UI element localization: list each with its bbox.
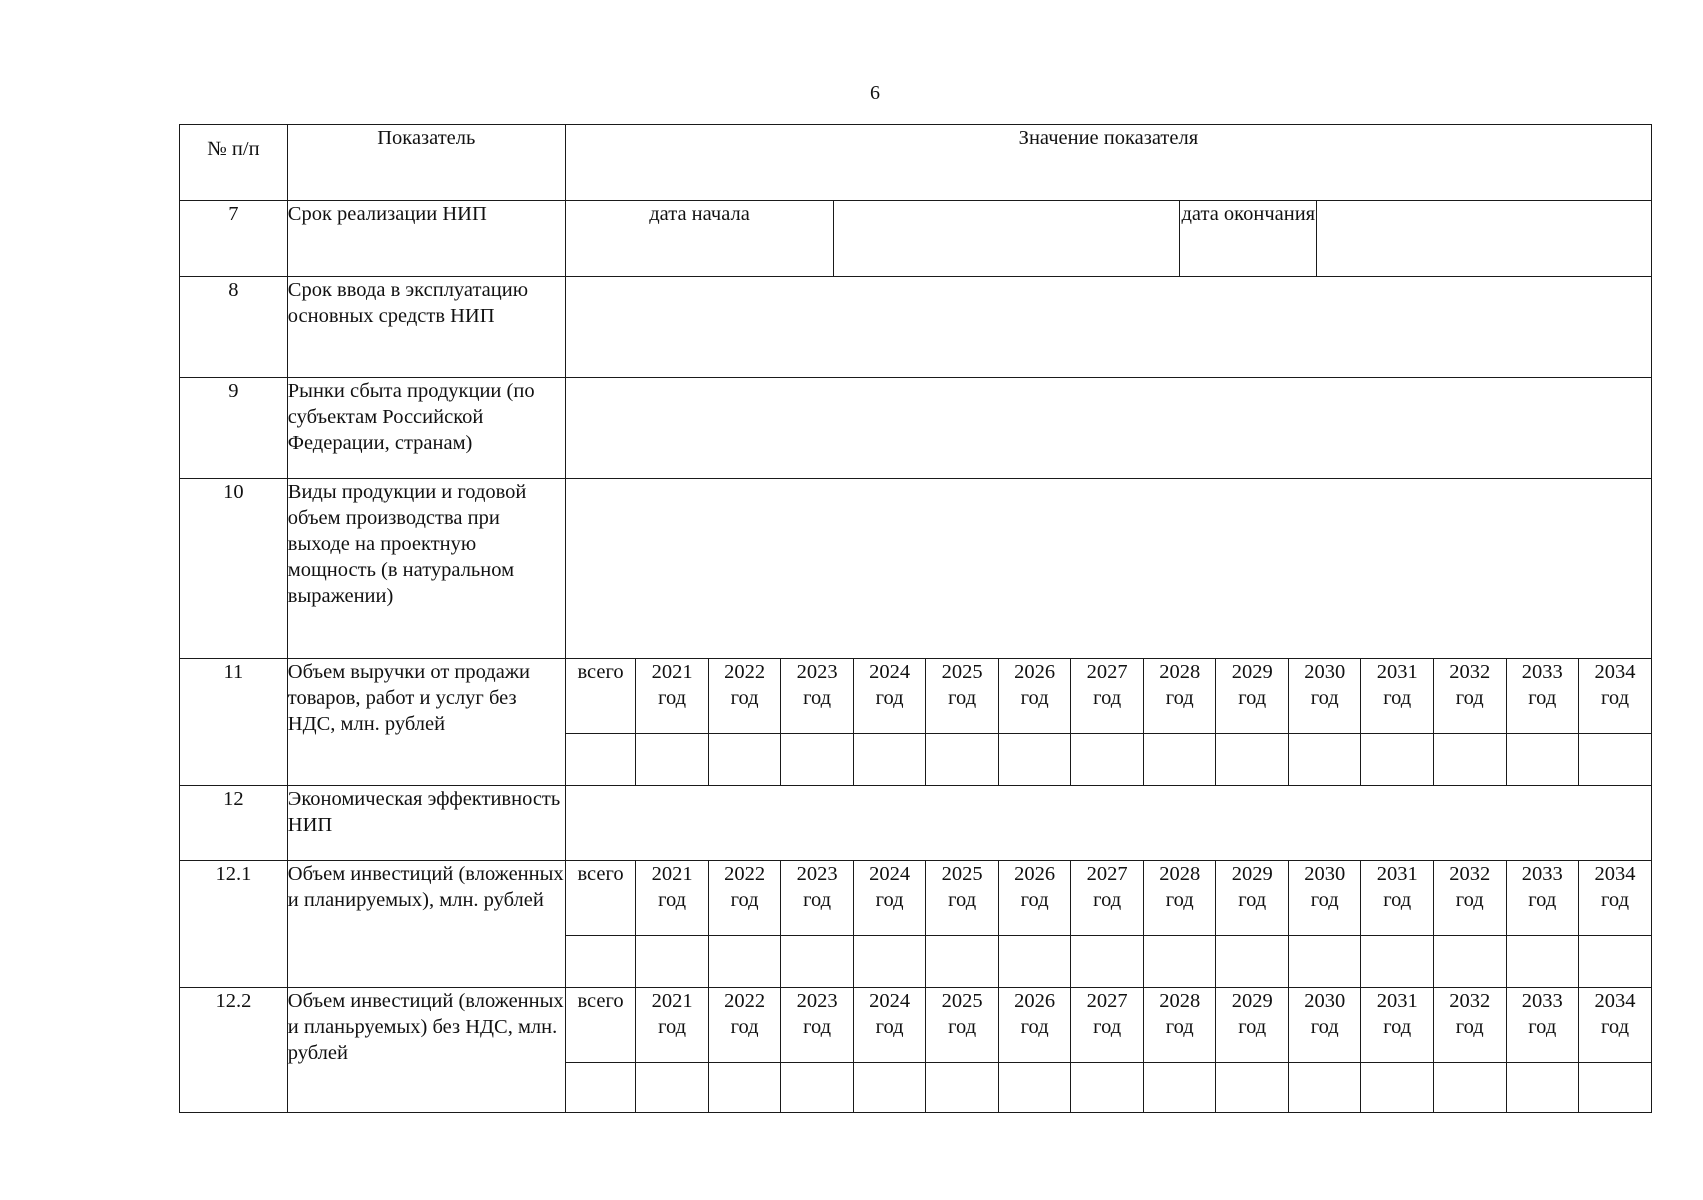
value-cell[interactable] xyxy=(781,1063,854,1113)
value-cell[interactable] xyxy=(1579,936,1652,988)
value-cell[interactable] xyxy=(565,936,636,988)
year-header: 2033 год xyxy=(1506,988,1579,1063)
term-subtable xyxy=(566,201,1651,276)
table-row xyxy=(180,786,1652,861)
year-header: 2024 год xyxy=(853,988,926,1063)
value-cell[interactable] xyxy=(853,936,926,988)
table-row xyxy=(180,861,1652,936)
value-cell[interactable] xyxy=(708,734,781,786)
value-cell[interactable] xyxy=(1506,1063,1579,1113)
value-cell[interactable] xyxy=(1506,936,1579,988)
header-value: Значение показателя xyxy=(565,125,1651,201)
year-header: 2030 год xyxy=(1288,659,1361,734)
table-row xyxy=(180,659,1652,734)
indicator-table xyxy=(179,124,1652,1113)
value-cell[interactable] xyxy=(1434,1063,1507,1113)
value-cell[interactable] xyxy=(1071,936,1144,988)
value-cell[interactable] xyxy=(926,936,999,988)
year-header: 2027 год xyxy=(1071,861,1144,936)
row-label: Объем выручки от продажи товаров, работ и услуг без НДС, млн. рублей xyxy=(287,659,565,786)
total-header: всего xyxy=(565,861,636,936)
year-header: 2023 год xyxy=(781,861,854,936)
value-cell[interactable] xyxy=(708,936,781,988)
year-header: 2021 год xyxy=(636,659,709,734)
year-header: 2029 год xyxy=(1216,659,1289,734)
value-cell[interactable] xyxy=(565,1063,636,1113)
value-cell[interactable] xyxy=(781,734,854,786)
value-cell[interactable] xyxy=(565,786,1651,861)
row-number: 12.1 xyxy=(180,861,288,988)
value-cell[interactable] xyxy=(636,1063,709,1113)
year-header: 2021 год xyxy=(636,988,709,1063)
year-header: 2034 год xyxy=(1579,861,1652,936)
end-date-label: дата окончания xyxy=(1180,201,1317,276)
row-label: Объем инвестиций (вложенных и планируемых), млн. рублей xyxy=(287,861,565,988)
value-cell[interactable] xyxy=(708,1063,781,1113)
end-date-value[interactable] xyxy=(1317,201,1651,276)
row-number: 11 xyxy=(180,659,288,786)
year-header: 2025 год xyxy=(926,861,999,936)
value-cell[interactable] xyxy=(1143,734,1216,786)
row-label: Объем инвестиций (вложенных и планьруемых) без НДС, млн. рублей xyxy=(287,988,565,1113)
header-indicator: Показатель xyxy=(287,125,565,201)
table-row xyxy=(180,277,1652,378)
value-cell[interactable] xyxy=(1288,936,1361,988)
year-header: 2025 год xyxy=(926,659,999,734)
value-cell[interactable] xyxy=(1288,1063,1361,1113)
row-label: Экономическая эффективность НИП xyxy=(287,786,565,861)
value-cell[interactable] xyxy=(565,479,1651,659)
value-cell[interactable] xyxy=(1361,734,1434,786)
value-cell[interactable] xyxy=(1071,1063,1144,1113)
year-header: 2029 год xyxy=(1216,988,1289,1063)
value-cell[interactable] xyxy=(1216,936,1289,988)
start-date-label: дата начала xyxy=(566,201,834,276)
total-header: всего xyxy=(565,988,636,1063)
value-cell[interactable] xyxy=(1361,936,1434,988)
value-cell[interactable] xyxy=(1506,734,1579,786)
value-cell[interactable] xyxy=(565,378,1651,479)
table-header-row xyxy=(180,125,1652,201)
table-row xyxy=(180,479,1652,659)
year-header: 2033 год xyxy=(1506,861,1579,936)
year-header: 2022 год xyxy=(708,861,781,936)
value-cell[interactable] xyxy=(1143,1063,1216,1113)
year-header: 2023 год xyxy=(781,988,854,1063)
term-cell xyxy=(565,201,1651,277)
value-cell[interactable] xyxy=(926,1063,999,1113)
year-header: 2033 год xyxy=(1506,659,1579,734)
row-number: 10 xyxy=(180,479,288,659)
table-row xyxy=(180,988,1652,1063)
value-cell[interactable] xyxy=(636,734,709,786)
year-header: 2031 год xyxy=(1361,659,1434,734)
value-cell[interactable] xyxy=(1216,1063,1289,1113)
value-cell[interactable] xyxy=(1216,734,1289,786)
year-header: 2026 год xyxy=(998,861,1071,936)
year-header: 2022 год xyxy=(708,659,781,734)
value-cell[interactable] xyxy=(1579,734,1652,786)
year-header: 2026 год xyxy=(998,659,1071,734)
year-header: 2025 год xyxy=(926,988,999,1063)
year-header: 2034 год xyxy=(1579,659,1652,734)
value-cell[interactable] xyxy=(926,734,999,786)
row-label: Виды продукции и годовой объем производства при выходе на проектную мощность (в натуральном выражении) xyxy=(287,479,565,659)
row-label: Рынки сбыта продукции (по субъектам Российской Федерации, странам) xyxy=(287,378,565,479)
year-header: 2028 год xyxy=(1143,861,1216,936)
row-label: Срок реализации НИП xyxy=(287,201,565,277)
value-cell[interactable] xyxy=(998,1063,1071,1113)
year-header: 2031 год xyxy=(1361,861,1434,936)
table-row xyxy=(180,378,1652,479)
row-number: 9 xyxy=(180,378,288,479)
year-header: 2023 год xyxy=(781,659,854,734)
year-header: 2032 год xyxy=(1434,861,1507,936)
year-header: 2021 год xyxy=(636,861,709,936)
year-header: 2034 год xyxy=(1579,988,1652,1063)
value-cell[interactable] xyxy=(853,1063,926,1113)
header-number: № п/п xyxy=(180,125,288,201)
year-header: 2026 год xyxy=(998,988,1071,1063)
year-header: 2028 год xyxy=(1143,988,1216,1063)
year-header: 2031 год xyxy=(1361,988,1434,1063)
value-cell[interactable] xyxy=(1361,1063,1434,1113)
value-cell[interactable] xyxy=(1579,1063,1652,1113)
row-number: 12.2 xyxy=(180,988,288,1113)
value-cell[interactable] xyxy=(565,734,636,786)
start-date-value[interactable] xyxy=(834,201,1180,276)
value-cell[interactable] xyxy=(1434,734,1507,786)
value-cell[interactable] xyxy=(1143,936,1216,988)
page-number: 6 xyxy=(870,82,880,104)
value-cell[interactable] xyxy=(1288,734,1361,786)
table-row xyxy=(180,201,1652,277)
row-number: 7 xyxy=(180,201,288,277)
year-header: 2027 год xyxy=(1071,659,1144,734)
value-cell[interactable] xyxy=(565,277,1651,378)
row-number: 12 xyxy=(180,786,288,861)
value-cell[interactable] xyxy=(1434,936,1507,988)
year-header: 2032 год xyxy=(1434,988,1507,1063)
value-cell[interactable] xyxy=(853,734,926,786)
value-cell[interactable] xyxy=(636,936,709,988)
year-header: 2029 год xyxy=(1216,861,1289,936)
value-cell[interactable] xyxy=(998,936,1071,988)
value-cell[interactable] xyxy=(781,936,854,988)
year-header: 2024 год xyxy=(853,659,926,734)
row-number: 8 xyxy=(180,277,288,378)
year-header: 2030 год xyxy=(1288,861,1361,936)
year-header: 2024 год xyxy=(853,861,926,936)
year-header: 2030 год xyxy=(1288,988,1361,1063)
year-header: 2027 год xyxy=(1071,988,1144,1063)
year-header: 2022 год xyxy=(708,988,781,1063)
year-header: 2028 год xyxy=(1143,659,1216,734)
year-header: 2032 год xyxy=(1434,659,1507,734)
value-cell[interactable] xyxy=(1071,734,1144,786)
total-header: всего xyxy=(565,659,636,734)
row-label: Срок ввода в эксплуатацию основных средств НИП xyxy=(287,277,565,378)
value-cell[interactable] xyxy=(998,734,1071,786)
